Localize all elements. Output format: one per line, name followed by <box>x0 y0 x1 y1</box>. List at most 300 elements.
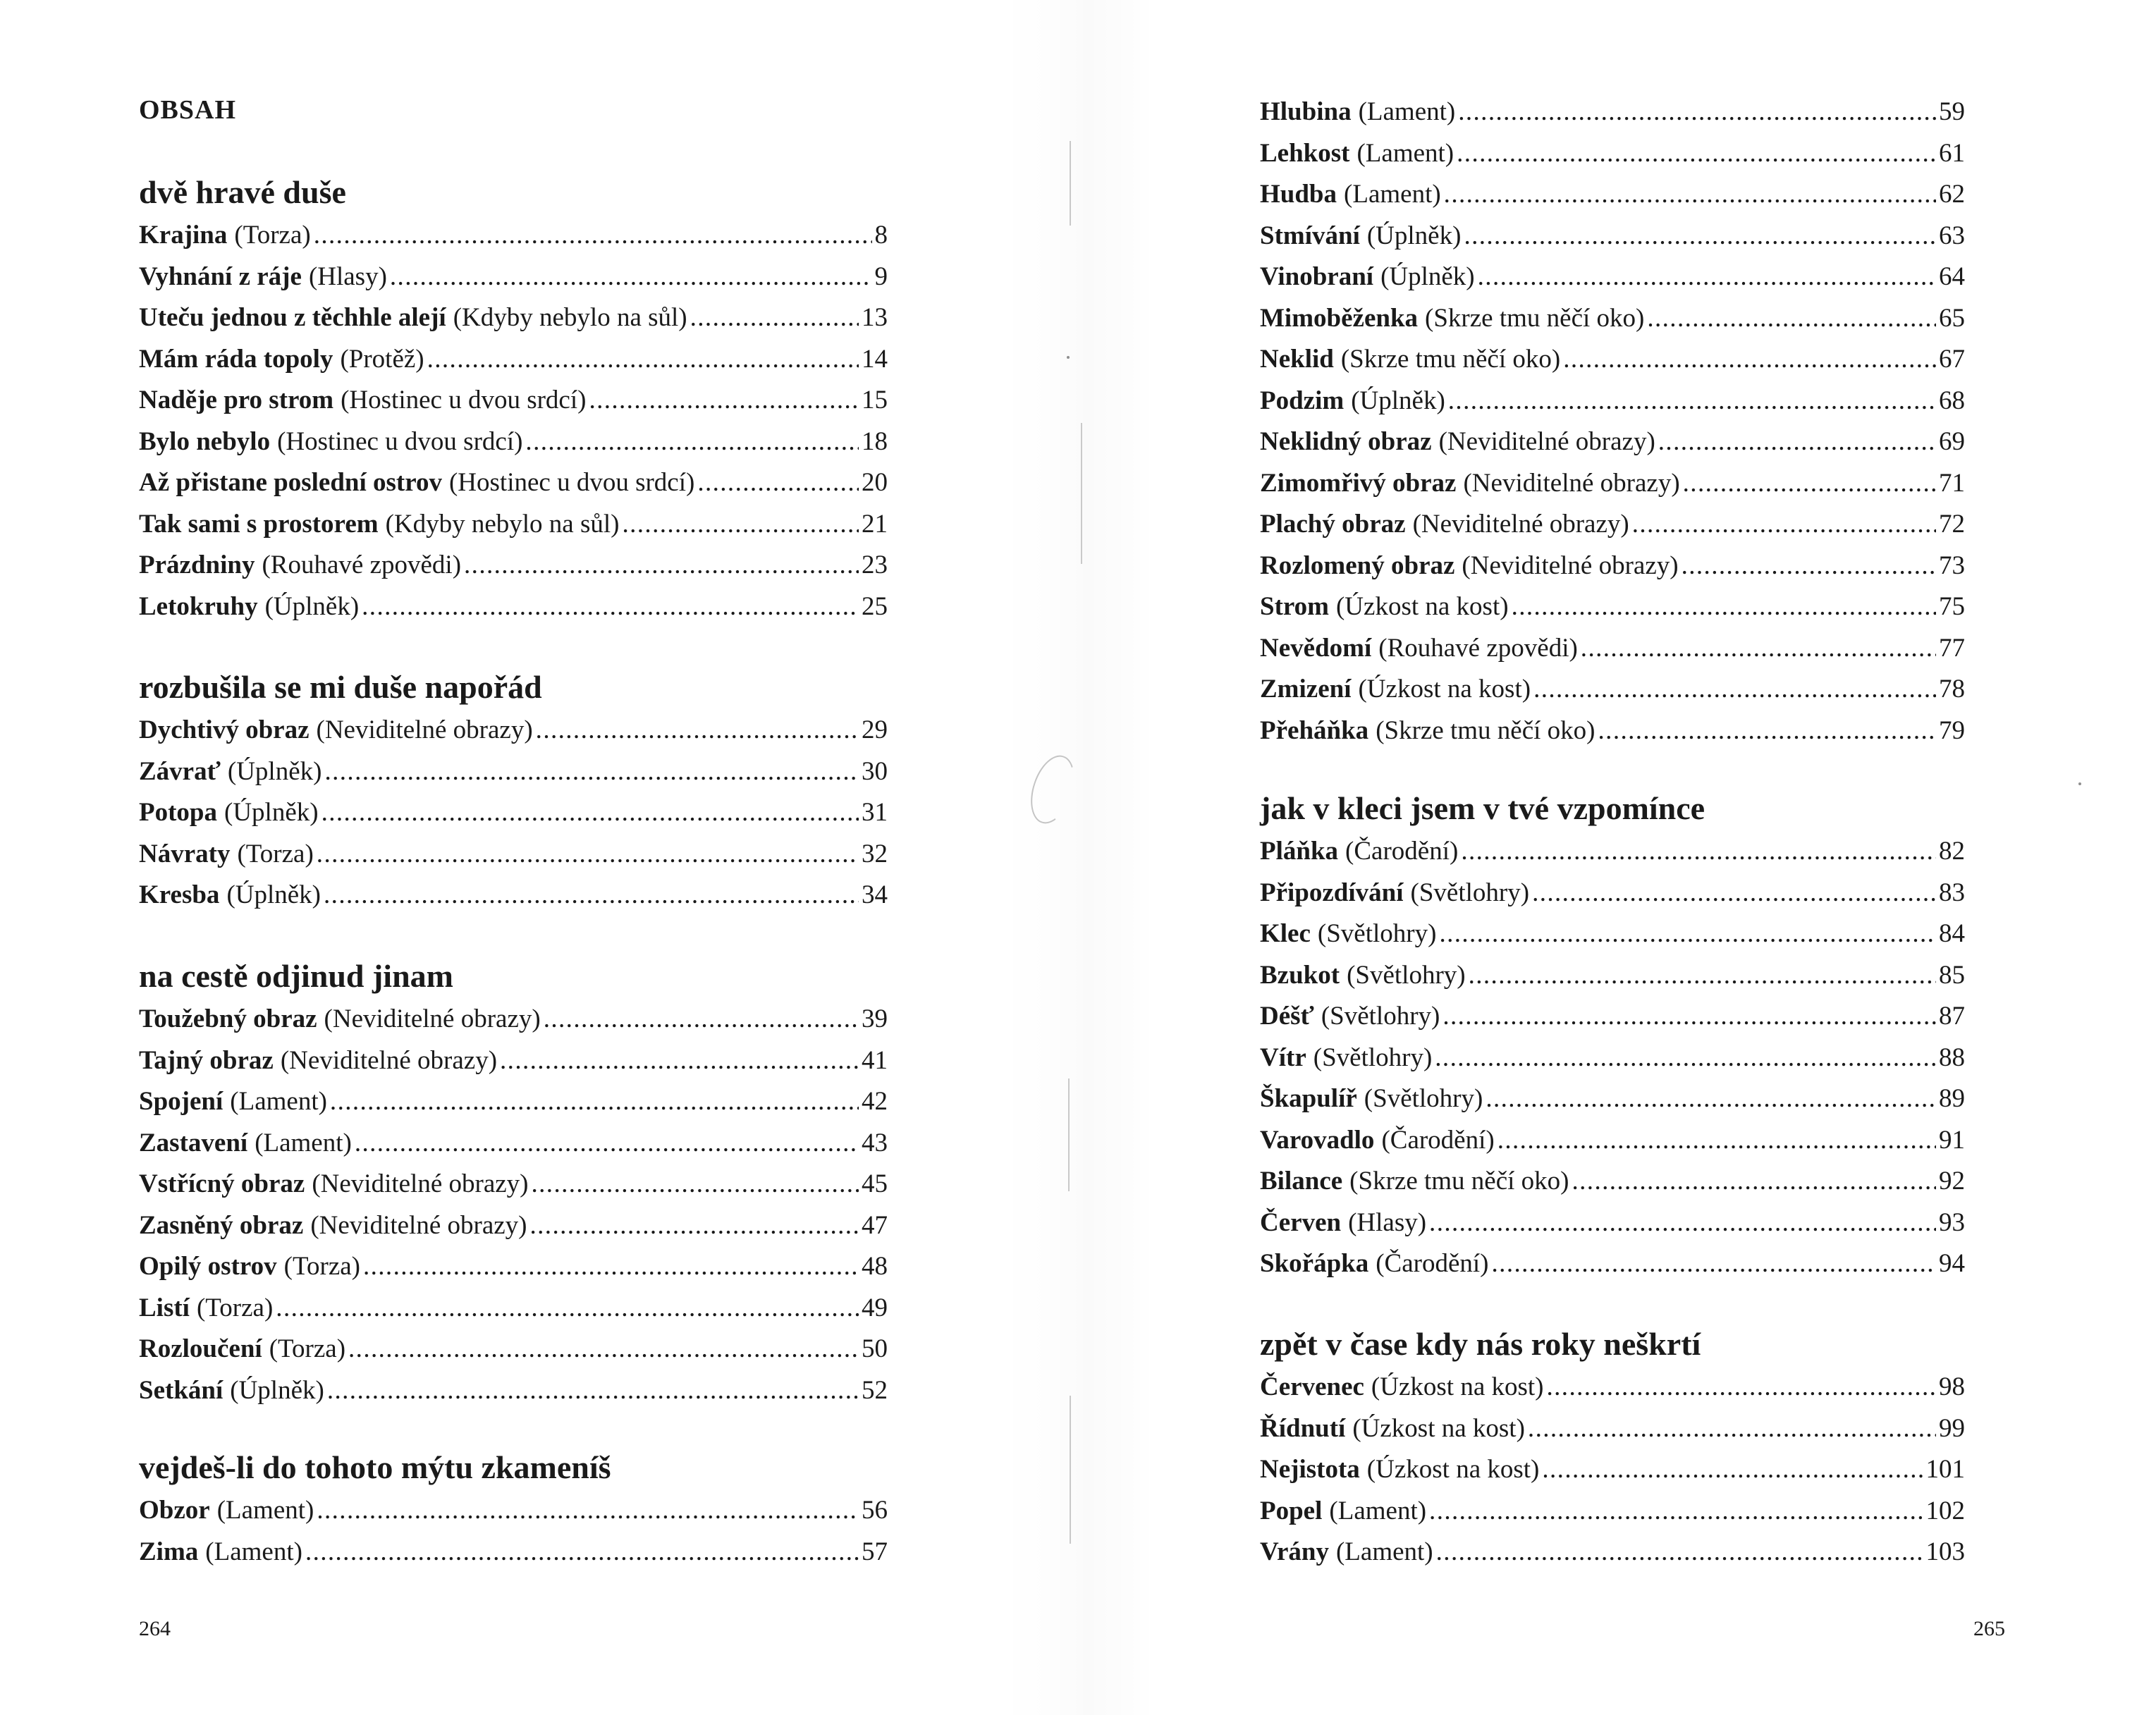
entry-title: Krajina <box>139 221 228 250</box>
entry-title: Kresba <box>139 880 220 909</box>
entry-title: Nevědomí <box>1260 633 1372 663</box>
dot-leader <box>1429 1491 1923 1532</box>
entry-source: (Rouhavé zpovědi) <box>1378 633 1578 663</box>
entry-list <box>1260 831 1965 1285</box>
entry-page-number: 41 <box>862 1045 888 1075</box>
entry-source: (Úplněk) <box>1366 221 1462 250</box>
entry-page-number: 61 <box>1939 138 1965 168</box>
entry-page-number: 42 <box>862 1087 888 1116</box>
entry-title: Zmizení <box>1260 675 1352 703</box>
entry-source: (Skrze tmu něčí oko) <box>1376 715 1595 745</box>
toc-entry <box>1260 463 1965 505</box>
entry-page-number: 85 <box>1939 960 1965 990</box>
dot-leader <box>1448 381 1936 422</box>
entry-title: Prázdniny <box>139 551 255 579</box>
entry-page-number: 57 <box>862 1537 888 1566</box>
entry-source: (Hostinec u dvou srdcí) <box>448 468 695 497</box>
entry-source: (Světlohry) <box>1317 919 1437 948</box>
toc-section <box>139 1446 888 1573</box>
toc-entry <box>1260 914 1965 955</box>
entry-page-number: 67 <box>1939 345 1965 374</box>
entry-source: (Neviditelné obrazy) <box>1412 510 1629 539</box>
toc-entry <box>139 257 888 298</box>
entry-page-number: 21 <box>862 509 888 539</box>
entry-title: Hlubina <box>1260 97 1352 126</box>
entry-title: Listí <box>139 1293 190 1322</box>
toc-entry <box>139 792 888 834</box>
entry-source: (Úzkost na kost) <box>1335 592 1509 621</box>
entry-page-number: 101 <box>1925 1455 1965 1484</box>
entry-page-number: 79 <box>1939 715 1965 745</box>
dot-leader <box>1683 463 1936 505</box>
entry-page-number: 13 <box>862 303 888 332</box>
dot-leader <box>544 999 859 1040</box>
dot-leader <box>1492 1243 1936 1285</box>
dot-leader <box>1458 92 1936 133</box>
dot-leader <box>1647 298 1936 340</box>
toc-entry <box>139 1040 888 1082</box>
entry-list <box>1260 1367 1965 1573</box>
dot-leader <box>536 710 859 751</box>
entry-source: (Lament) <box>1358 97 1456 126</box>
entry-source: (Hlasy) <box>308 262 387 291</box>
dot-leader <box>1658 422 1936 463</box>
entry-title: Návraty <box>139 839 231 868</box>
entry-page-number: 98 <box>1939 1372 1965 1401</box>
entry-page-number: 29 <box>862 715 888 744</box>
entry-title: Pláňka <box>1260 837 1339 866</box>
toc-entry <box>1260 1078 1965 1120</box>
entry-title: Naděje pro strom <box>139 386 334 414</box>
entry-source: (Neviditelné obrazy) <box>324 1004 541 1033</box>
entry-list <box>139 999 888 1411</box>
entry-title: Skořápka <box>1260 1249 1369 1278</box>
entry-title: Rozloučení <box>139 1334 262 1363</box>
toc-entry <box>139 875 888 916</box>
toc-entry <box>1260 831 1965 873</box>
entry-page-number: 9 <box>874 262 888 291</box>
entry-page-number: 102 <box>1925 1496 1965 1525</box>
dot-leader <box>390 257 872 298</box>
dot-leader <box>427 339 859 381</box>
dot-leader <box>589 380 859 422</box>
entry-source: (Světlohry) <box>1321 1002 1440 1031</box>
dot-leader <box>317 1490 859 1532</box>
entry-page-number: 77 <box>1939 633 1965 663</box>
entry-page-number: 30 <box>862 756 888 786</box>
dot-leader <box>1528 1408 1936 1450</box>
toc-entry <box>139 1246 888 1288</box>
toc-entry <box>139 545 888 586</box>
entry-title: Podzim <box>1260 386 1345 415</box>
entry-source: (Kdyby nebylo na sůl) <box>453 303 687 332</box>
entry-title: Letokruhy <box>139 591 258 621</box>
entry-source: (Neviditelné obrazy) <box>1462 551 1679 580</box>
entry-source: (Čarodění) <box>1381 1125 1495 1155</box>
entry-title: Toužebný obraz <box>139 1004 317 1033</box>
page-number: 264 <box>139 1617 171 1640</box>
entry-source: (Neviditelné obrazy) <box>310 1210 527 1240</box>
dot-leader <box>1512 586 1936 628</box>
entry-source: (Neviditelné obrazy) <box>1463 468 1680 498</box>
toc-entry <box>139 1164 888 1205</box>
toc-entry <box>1260 381 1965 422</box>
toc-entry <box>139 710 888 751</box>
entry-page-number: 56 <box>862 1496 888 1525</box>
entry-source: (Světlohry) <box>1364 1084 1483 1113</box>
entry-title: Obzor <box>139 1496 210 1525</box>
dot-leader <box>697 462 859 504</box>
dot-leader <box>1598 711 1936 752</box>
entry-page-number: 8 <box>874 221 888 250</box>
entry-page-number: 25 <box>862 591 888 621</box>
dot-leader <box>1682 546 1936 587</box>
toc-entry <box>1260 92 1965 133</box>
toc-entry <box>1260 1203 1965 1244</box>
toc-entry <box>1260 339 1965 381</box>
entry-source: (Torza) <box>234 221 311 250</box>
entry-title: Potopa <box>139 798 217 827</box>
dot-leader <box>532 1164 859 1205</box>
dot-leader <box>324 875 859 916</box>
toc-entry <box>1260 1161 1965 1203</box>
entry-title: Plachý obraz <box>1260 510 1406 539</box>
toc-entry <box>139 1490 888 1532</box>
entry-title: Stmívání <box>1260 221 1360 250</box>
entry-title: Rozlomený obraz <box>1260 551 1455 580</box>
toc-entry <box>1260 586 1965 628</box>
toc-entry <box>1260 298 1965 340</box>
entry-page-number: 34 <box>862 880 888 909</box>
toc-entry <box>139 297 888 339</box>
dot-leader <box>1581 628 1936 670</box>
entry-title: Klec <box>1260 919 1311 948</box>
entry-source: (Čarodění) <box>1345 837 1459 866</box>
entry-page-number: 64 <box>1939 262 1965 291</box>
toc-entry <box>1260 216 1965 257</box>
entry-list <box>139 215 888 627</box>
section-heading: na cestě odjinud jinam <box>139 958 453 994</box>
entry-source: (Úzkost na kost) <box>1371 1372 1544 1401</box>
entry-title: Tajný obraz <box>139 1045 274 1075</box>
entry-page-number: 63 <box>1939 221 1965 250</box>
entry-source: (Úplněk) <box>224 798 319 827</box>
toc-section <box>1260 787 1965 1285</box>
entry-source: (Skrze tmu něčí oko) <box>1425 303 1645 333</box>
dot-leader <box>690 297 859 339</box>
entry-title: Zima <box>139 1537 199 1566</box>
dot-leader <box>314 215 872 257</box>
entry-title: Připozdívání <box>1260 878 1404 907</box>
dot-leader <box>1443 996 1936 1038</box>
toc-entry <box>1260 174 1965 216</box>
toc-entry <box>1260 1408 1965 1450</box>
section-heading: dvě hravé duše <box>139 174 346 210</box>
dot-leader <box>321 792 859 834</box>
toc-entry <box>139 1123 888 1164</box>
entry-source: (Úplněk) <box>1380 262 1475 291</box>
dot-leader <box>464 545 859 586</box>
entry-source: (Úplněk) <box>226 880 321 909</box>
entry-page-number: 72 <box>1939 510 1965 539</box>
entry-source: (Torza) <box>237 839 314 868</box>
entry-source: (Lament) <box>1344 180 1441 209</box>
toc-entry <box>1260 628 1965 670</box>
entry-source: (Čarodění) <box>1376 1249 1489 1278</box>
toc-entry <box>1260 504 1965 546</box>
entry-title: Spojení <box>139 1087 223 1116</box>
section-heading: rozbušila se mi duše napořád <box>139 669 542 705</box>
entry-list <box>139 1490 888 1573</box>
dot-leader <box>1464 216 1936 257</box>
dot-leader <box>1632 504 1936 546</box>
entry-source: (Hostinec u dvou srdcí) <box>277 426 523 456</box>
entry-page-number: 31 <box>862 798 888 827</box>
entry-page-number: 65 <box>1939 303 1965 333</box>
dot-leader <box>355 1123 859 1164</box>
entry-source: (Úplněk) <box>1351 386 1445 415</box>
entry-title: Bilance <box>1260 1167 1343 1195</box>
entry-title: Škapulíř <box>1260 1084 1357 1113</box>
entry-page-number: 45 <box>862 1169 888 1198</box>
entry-source: (Rouhavé zpovědi) <box>262 551 462 579</box>
toc-entry <box>139 751 888 793</box>
contents-header: OBSAH <box>139 95 237 125</box>
toc-entry <box>1260 1243 1965 1285</box>
entry-title: Dychtivý obraz <box>139 715 310 744</box>
toc-section <box>139 955 888 1411</box>
entry-page-number: 93 <box>1939 1207 1965 1237</box>
entry-title: Tak sami s prostorem <box>139 509 379 539</box>
entry-title: Neklid <box>1260 345 1334 374</box>
dot-leader <box>1469 955 1936 997</box>
entry-title: Vinobraní <box>1260 262 1374 291</box>
entry-page-number: 18 <box>862 426 888 456</box>
entry-list <box>1260 92 1965 751</box>
toc-entry <box>139 462 888 504</box>
entry-title: Až přistane poslední ostrov <box>139 468 442 497</box>
entry-title: Přeháňka <box>1260 715 1369 745</box>
dot-leader <box>330 1081 859 1123</box>
entry-title: Bylo nebylo <box>139 426 271 456</box>
entry-source: (Skrze tmu něčí oko) <box>1340 345 1561 374</box>
entry-page-number: 62 <box>1939 180 1965 209</box>
dot-leader <box>305 1532 859 1573</box>
entry-source: (Úplněk) <box>264 591 360 621</box>
entry-title: Mám ráda topoly <box>139 344 333 374</box>
dot-leader <box>1436 1532 1923 1573</box>
entry-page-number: 32 <box>862 839 888 868</box>
entry-title: Vstřícný obraz <box>139 1169 305 1198</box>
entry-title: Uteču jednou z těchhle alejí <box>139 303 446 332</box>
toc-entry <box>139 504 888 546</box>
dot-leader <box>1457 133 1936 175</box>
entry-source: (Hostinec u dvou srdcí) <box>341 386 587 414</box>
toc-entry <box>1260 1532 1965 1573</box>
entry-page-number: 88 <box>1939 1043 1965 1072</box>
entry-page-number: 82 <box>1939 837 1965 866</box>
toc-entry <box>1260 1491 1965 1532</box>
toc-entry <box>1260 669 1965 711</box>
entry-page-number: 15 <box>862 386 888 414</box>
entry-page-number: 75 <box>1939 592 1965 621</box>
entry-source: (Lament) <box>230 1087 327 1116</box>
entry-title: Setkání <box>139 1375 223 1405</box>
entry-title: Déšť <box>1260 1002 1314 1031</box>
entry-source: (Kdyby nebylo na sůl) <box>385 509 620 539</box>
toc-entry <box>139 1081 888 1123</box>
section-heading: zpět v čase kdy nás roky neškrtí <box>1260 1326 1701 1362</box>
entry-source: (Torza) <box>283 1252 360 1281</box>
entry-source: (Světlohry) <box>1410 878 1530 907</box>
dot-leader <box>1435 1038 1936 1079</box>
dot-leader <box>327 1370 859 1412</box>
entry-page-number: 68 <box>1939 386 1965 415</box>
dot-leader <box>1439 914 1936 955</box>
entry-source: (Torza) <box>269 1334 346 1363</box>
dot-leader <box>1533 669 1936 711</box>
toc-section-continued <box>1260 92 1965 751</box>
dot-leader <box>1478 257 1936 298</box>
entry-source: (Lament) <box>1356 138 1454 168</box>
toc-entry <box>1260 955 1965 997</box>
dot-leader <box>622 504 859 546</box>
toc-entry <box>139 834 888 875</box>
entry-page-number: 59 <box>1939 97 1965 126</box>
section-heading: jak v kleci jsem v tvé vzpomínce <box>1260 790 1705 826</box>
toc-entry <box>1260 133 1965 175</box>
toc-entry <box>1260 1120 1965 1162</box>
entry-source: (Hlasy) <box>1348 1207 1427 1237</box>
entry-source: (Neviditelné obrazy) <box>1438 427 1655 456</box>
entry-source: (Úzkost na kost) <box>1352 1413 1525 1443</box>
entry-source: (Lament) <box>255 1128 352 1157</box>
entry-page-number: 99 <box>1939 1413 1965 1443</box>
entry-page-number: 71 <box>1939 468 1965 498</box>
entry-title: Zimomřivý obraz <box>1260 468 1457 498</box>
entry-title: Červen <box>1260 1207 1342 1237</box>
entry-page-number: 92 <box>1939 1167 1965 1195</box>
entry-title: Nejistota <box>1260 1455 1360 1484</box>
entry-page-number: 87 <box>1939 1002 1965 1031</box>
toc-entry <box>139 1532 888 1573</box>
entry-page-number: 91 <box>1939 1125 1965 1155</box>
dot-leader <box>362 586 859 628</box>
entry-page-number: 39 <box>862 1004 888 1033</box>
entry-source: (Úplněk) <box>227 756 322 786</box>
toc-entry <box>139 422 888 463</box>
entry-page-number: 49 <box>862 1293 888 1322</box>
entry-title: Vrány <box>1260 1537 1329 1566</box>
entry-source: (Neviditelné obrazy) <box>280 1045 498 1075</box>
entry-source: (Protěž) <box>340 344 424 374</box>
toc-entry <box>1260 873 1965 914</box>
dot-leader <box>276 1288 859 1329</box>
toc-entry <box>139 999 888 1040</box>
entry-title: Lehkost <box>1260 138 1350 168</box>
entry-source: (Neviditelné obrazy) <box>312 1169 529 1198</box>
entry-source: (Úzkost na kost) <box>1366 1455 1540 1484</box>
entry-page-number: 78 <box>1939 675 1965 703</box>
toc-entry <box>1260 422 1965 463</box>
page-number: 265 <box>1973 1617 2005 1640</box>
dot-leader <box>1429 1203 1936 1244</box>
entry-list <box>139 710 888 916</box>
toc-section <box>139 666 888 916</box>
entry-source: (Světlohry) <box>1313 1043 1433 1072</box>
toc-entry <box>1260 1367 1965 1408</box>
dot-leader <box>1547 1367 1937 1408</box>
entry-title: Bzukot <box>1260 960 1340 990</box>
entry-source: (Skrze tmu něčí oko) <box>1349 1167 1569 1195</box>
entry-page-number: 84 <box>1939 919 1965 948</box>
entry-title: Neklidný obraz <box>1260 427 1432 456</box>
dot-leader <box>1486 1078 1936 1120</box>
entry-source: (Lament) <box>1335 1537 1433 1566</box>
toc-entry <box>139 1370 888 1412</box>
dot-leader <box>1572 1161 1937 1203</box>
dot-leader <box>1542 1449 1923 1491</box>
dot-leader <box>1563 339 1936 381</box>
entry-title: Hudba <box>1260 180 1337 209</box>
entry-source: (Torza) <box>196 1293 274 1322</box>
entry-title: Popel <box>1260 1496 1323 1525</box>
toc-entry <box>139 215 888 257</box>
entry-source: (Neviditelné obrazy) <box>316 715 533 744</box>
toc-section <box>139 171 888 627</box>
entry-page-number: 83 <box>1939 878 1965 907</box>
entry-page-number: 52 <box>862 1375 888 1405</box>
toc-entry <box>1260 711 1965 752</box>
entry-title: Řídnutí <box>1260 1413 1346 1443</box>
dot-leader <box>530 1205 859 1247</box>
entry-title: Červenec <box>1260 1372 1364 1401</box>
toc-section <box>1260 1323 1965 1573</box>
entry-page-number: 48 <box>862 1252 888 1281</box>
entry-page-number: 69 <box>1939 427 1965 456</box>
toc-entry <box>139 380 888 422</box>
entry-title: Strom <box>1260 592 1329 621</box>
entry-source: (Úplněk) <box>230 1375 324 1405</box>
dot-leader <box>348 1329 859 1370</box>
entry-page-number: 43 <box>862 1128 888 1157</box>
toc-entry <box>139 1205 888 1247</box>
toc-entry <box>1260 546 1965 587</box>
entry-title: Opilý ostrov <box>139 1252 277 1281</box>
dot-leader <box>317 834 859 875</box>
entry-source: (Lament) <box>205 1537 302 1566</box>
entry-page-number: 14 <box>862 344 888 374</box>
entry-source: (Lament) <box>216 1496 314 1525</box>
dot-leader <box>525 422 859 463</box>
entry-page-number: 89 <box>1939 1084 1965 1113</box>
entry-title: Vyhnání z ráje <box>139 262 302 291</box>
dot-leader <box>500 1040 859 1082</box>
entry-page-number: 50 <box>862 1334 888 1363</box>
dot-leader <box>1461 831 1936 873</box>
dot-leader <box>1532 873 1936 914</box>
dot-leader <box>363 1246 859 1288</box>
entry-title: Zastavení <box>139 1128 248 1157</box>
entry-title: Vítr <box>1260 1043 1306 1072</box>
toc-entry <box>1260 257 1965 298</box>
section-heading: vejdeš-li do tohoto mýtu zkameníš <box>139 1449 611 1485</box>
entry-source: (Světlohry) <box>1347 960 1466 990</box>
toc-entry <box>139 1288 888 1329</box>
toc-entry <box>1260 996 1965 1038</box>
entry-page-number: 103 <box>1925 1537 1965 1566</box>
toc-entry <box>139 339 888 381</box>
